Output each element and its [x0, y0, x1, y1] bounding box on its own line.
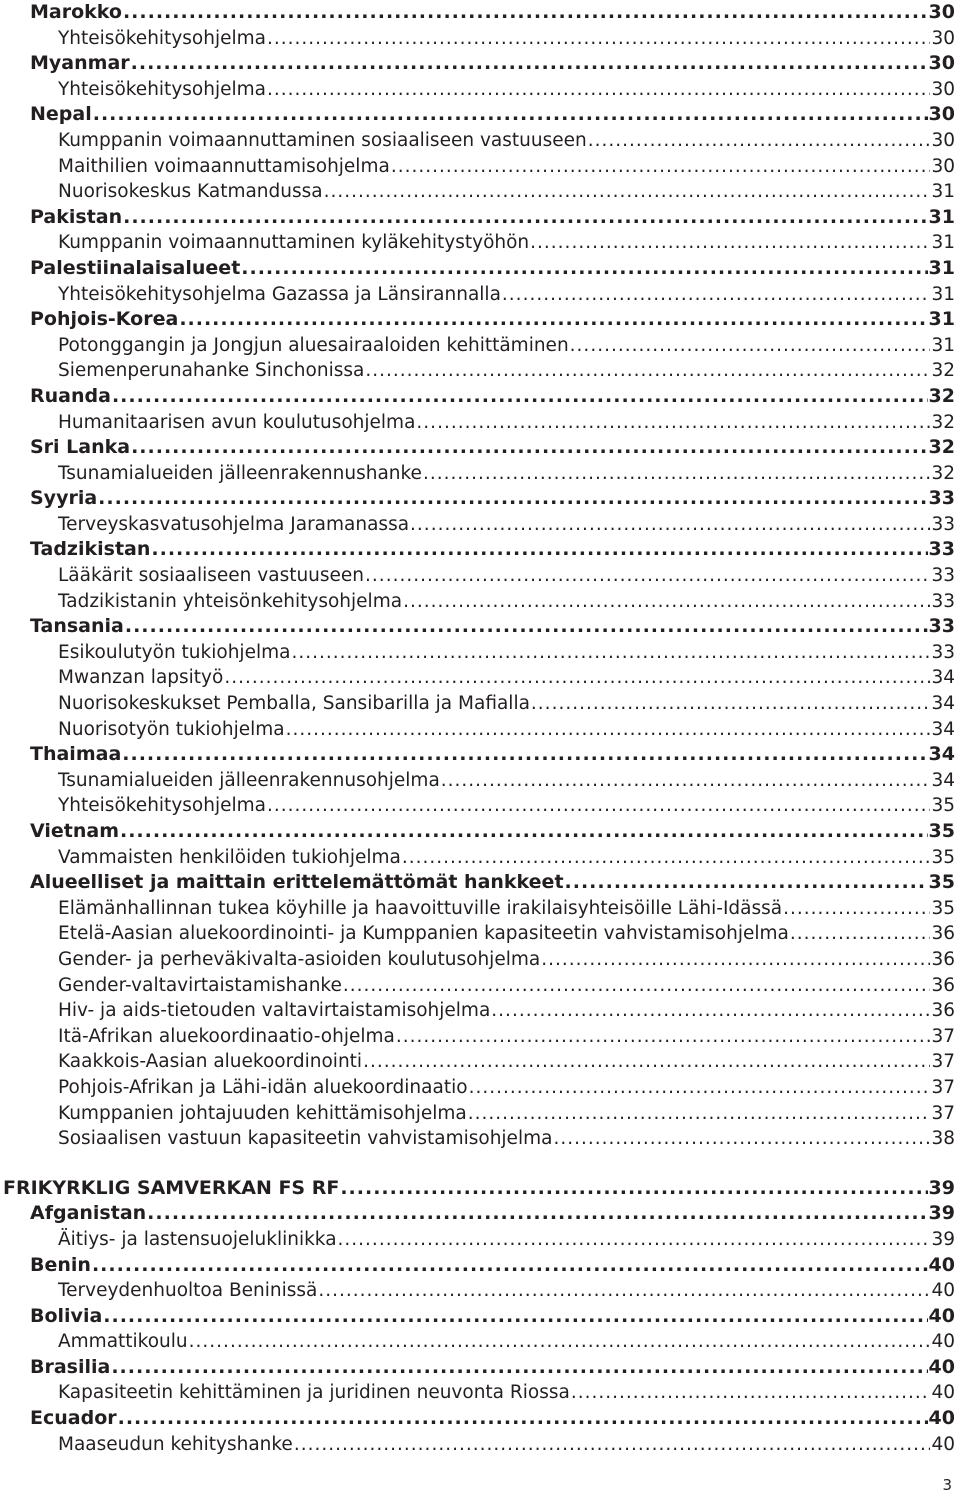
- toc-page-number: 40: [931, 1280, 955, 1302]
- dot-leader: [93, 102, 928, 128]
- toc-page-number: 33: [928, 615, 955, 638]
- toc-country-entry: [0, 205, 960, 231]
- toc-entry-title: Ruanda: [30, 384, 111, 407]
- dot-leader: [291, 640, 930, 666]
- toc-country-entry: [0, 486, 960, 512]
- toc-page-number: 35: [931, 897, 955, 919]
- toc-subentry: [0, 973, 960, 999]
- toc-entry-title: Mwanzan lapsityö: [58, 667, 224, 689]
- toc-subentry: [0, 717, 960, 743]
- dot-leader: [125, 614, 928, 640]
- toc-page-number: 40: [931, 1382, 955, 1404]
- toc-page-number: 30: [928, 52, 955, 75]
- dot-leader: [123, 0, 928, 26]
- toc-subentry: [0, 230, 960, 256]
- toc-entry-title: Yhteisökehitysohjelma: [58, 78, 266, 100]
- dot-leader: [179, 307, 927, 333]
- toc-entry-title: Thaimaa: [30, 743, 122, 766]
- toc-country-entry: [0, 256, 960, 282]
- toc-page-number: 30: [931, 27, 955, 49]
- dot-leader: [98, 486, 927, 512]
- toc-subentry: [0, 26, 960, 52]
- dot-leader: [241, 256, 927, 282]
- dot-leader: [120, 819, 928, 845]
- dot-leader: [365, 358, 930, 384]
- dot-leader: [531, 691, 931, 717]
- dot-leader: [267, 77, 930, 103]
- toc-country-entry: [0, 0, 960, 26]
- toc-page-number: 32: [928, 384, 955, 407]
- toc-entry-title: Bolivia: [30, 1304, 103, 1327]
- toc-entry-title: Afganistan: [30, 1202, 147, 1225]
- dot-leader: [530, 230, 930, 256]
- toc-entry-title: Benin: [30, 1253, 91, 1276]
- toc-page-number: 35: [928, 871, 955, 894]
- toc-page-number: 37: [931, 1051, 955, 1073]
- toc-page-number: 40: [928, 1253, 955, 1276]
- toc-page-number: 31: [931, 232, 955, 254]
- toc-country-entry: [0, 435, 960, 461]
- toc-page-number: 34: [928, 743, 955, 766]
- toc-page-number: 40: [928, 1355, 955, 1378]
- toc-subentry: [0, 128, 960, 154]
- toc-entry-title: Terveydenhuoltoa Beninissä: [58, 1280, 318, 1302]
- dot-leader: [340, 1176, 927, 1202]
- toc-subentry: [0, 1278, 960, 1304]
- toc-entry-title: Hiv- ja aids-tietouden valtavirtaistamisohjelma: [58, 1000, 491, 1022]
- dot-leader: [338, 1227, 931, 1253]
- dot-leader: [402, 845, 931, 871]
- dot-leader: [790, 921, 931, 947]
- toc-entry-title: Äitiys- ja lastensuojeluklinikka: [58, 1228, 337, 1250]
- toc-page-number: 33: [931, 513, 955, 535]
- toc-entry-title: Brasilia: [30, 1355, 111, 1378]
- toc-page-number: 31: [931, 334, 955, 356]
- toc-page-number: 33: [928, 487, 955, 510]
- dot-leader: [565, 870, 928, 896]
- toc-entry-title: Maithilien voimaannuttamisohjelma: [58, 155, 390, 177]
- toc-subentry: [0, 845, 960, 871]
- toc-entry-title: Potonggangin ja Jongjun aluesairaaloiden kehittäminen: [58, 334, 569, 356]
- toc-subentry: [0, 998, 960, 1024]
- toc-subentry: [0, 1049, 960, 1075]
- toc-subentry: [0, 1432, 960, 1458]
- toc-entry-title: Maaseudun kehityshanke: [58, 1433, 293, 1455]
- toc-entry-title: Lääkärit sosiaaliseen vastuuseen: [58, 565, 365, 587]
- dot-leader: [469, 1075, 931, 1101]
- toc-subentry: [0, 512, 960, 538]
- toc-page-number: 33: [931, 590, 955, 612]
- dot-leader: [131, 435, 927, 461]
- toc-page-number: 34: [931, 693, 955, 715]
- dot-leader: [103, 1304, 927, 1330]
- toc-subentry: [0, 1227, 960, 1253]
- toc-subentry: [0, 77, 960, 103]
- toc-subentry: [0, 640, 960, 666]
- toc-entry-title: Sosiaalisen vastuun kapasiteetin vahvistamisohjelma: [58, 1128, 553, 1150]
- toc-page-number: 37: [931, 1076, 955, 1098]
- dot-leader: [491, 998, 930, 1024]
- toc-country-entry: [0, 819, 960, 845]
- dot-leader: [541, 947, 930, 973]
- toc-page-number: 40: [928, 1304, 955, 1327]
- dot-leader: [267, 26, 930, 52]
- dot-leader: [122, 742, 927, 768]
- toc-page-number: 33: [931, 565, 955, 587]
- page-number: 3: [942, 1476, 952, 1494]
- toc-page-number: 31: [928, 205, 955, 228]
- toc-country-entry: [0, 537, 960, 563]
- toc-entry-title: Vietnam: [30, 820, 119, 842]
- dot-leader: [151, 537, 927, 563]
- toc-page-number: 39: [928, 1176, 955, 1199]
- toc-page-number: 32: [931, 360, 955, 382]
- toc-entry-title: Kapasiteetin kehittäminen ja juridinen neuvonta Riossa: [58, 1382, 570, 1404]
- toc-entry-title: Esikoulutyön tukiohjelma: [58, 641, 291, 663]
- toc-page-number: 36: [931, 923, 955, 945]
- toc-entry-title: Vammaisten henkilöiden tukiohjelma: [58, 846, 401, 868]
- toc-entry-title: Tadzikistan: [30, 538, 151, 561]
- toc-subentry: [0, 179, 960, 205]
- toc-entry-title: Pohjois-Korea: [30, 308, 179, 331]
- dot-leader: [570, 333, 931, 359]
- toc-subentry: [0, 896, 960, 922]
- toc-entry-title: Sri Lanka: [30, 436, 131, 459]
- dot-leader: [318, 1278, 930, 1304]
- dot-leader: [92, 1253, 928, 1279]
- toc-page-number: 32: [928, 436, 955, 459]
- toc-entry-title: Myanmar: [30, 52, 130, 75]
- toc-page-number: 31: [928, 256, 955, 279]
- toc-country-entry: [0, 51, 960, 77]
- toc-entry-title: Siemenperunahanke Sinchonissa: [58, 360, 365, 382]
- toc-entry-title: Syyria: [30, 487, 98, 510]
- toc-entry-title: Gender- ja perheväkivalta-asioiden koulutusohjelma: [58, 948, 541, 970]
- toc-page-number: 38: [931, 1128, 955, 1150]
- toc-country-entry: [0, 1406, 960, 1432]
- toc-entry-title: Marokko: [30, 1, 122, 23]
- toc-entry-title: Kaakkois-Aasian aluekoordinointi: [58, 1051, 363, 1073]
- toc-subentry: [0, 358, 960, 384]
- toc-subentry: [0, 1380, 960, 1406]
- toc-entry-title: Pohjois-Afrikan ja Lähi-idän aluekoordinaatio: [58, 1076, 468, 1098]
- toc-page-number: 30: [928, 1, 955, 23]
- toc-page-number: 33: [928, 538, 955, 561]
- toc-entry-title: Yhteisökehitysohjelma: [58, 795, 266, 817]
- toc-page-number: 30: [931, 78, 955, 100]
- toc-page-number: 36: [931, 948, 955, 970]
- dot-leader: [468, 1101, 931, 1127]
- toc-entry-title: Tadzikistanin yhteisönkehitysohjelma: [58, 590, 403, 612]
- toc-entry-title: Kumppanien johtajuuden kehittämisohjelma: [58, 1102, 467, 1124]
- dot-leader: [553, 1126, 930, 1152]
- toc-subentry: [0, 589, 960, 615]
- toc-entry-title: Nuorisokeskus Katmandussa: [58, 181, 323, 203]
- dot-leader: [111, 1355, 927, 1381]
- toc-page-number: 32: [931, 462, 955, 484]
- toc-entry-title: Nuorisotyön tukiohjelma: [58, 718, 285, 740]
- toc-page-number: 35: [931, 846, 955, 868]
- toc-page-number: 33: [931, 641, 955, 663]
- dot-leader: [286, 717, 931, 743]
- toc-country-entry: [0, 870, 960, 896]
- dot-leader: [423, 461, 931, 487]
- toc-entry-title: Elämänhallinnan tukea köyhille ja haavoittuville irakilaisyhteisöille Lähi-Idässä: [58, 897, 783, 919]
- toc-entry-title: Gender-valtavirtaistamishanke: [58, 974, 342, 996]
- toc-entry-title: FRIKYRKLIG SAMVERKAN FS RF: [3, 1176, 340, 1199]
- toc-subentry: [0, 333, 960, 359]
- toc-entry-title: Pakistan: [30, 205, 123, 228]
- toc-page-number: 37: [931, 1102, 955, 1124]
- toc-country-entry: [0, 307, 960, 333]
- toc-country-entry: [0, 1201, 960, 1227]
- toc-subentry: [0, 947, 960, 973]
- toc-entry-title: Ecuador: [30, 1407, 117, 1430]
- toc-entry-title: Itä-Afrikan aluekoordinaatio-ohjelma: [58, 1025, 395, 1047]
- toc-entry-title: Kumppanin voimaannuttaminen sosiaaliseen vastuuseen: [58, 129, 587, 151]
- toc-entry-title: Ammattikoulu: [58, 1331, 188, 1353]
- toc-page-number: 32: [931, 411, 955, 433]
- toc-subentry: [0, 461, 960, 487]
- toc-subentry: [0, 1329, 960, 1355]
- dot-leader: [783, 896, 930, 922]
- toc-page-number: 34: [931, 718, 955, 740]
- dot-leader: [294, 1432, 931, 1458]
- dot-leader: [147, 1201, 927, 1227]
- toc-country-entry: [0, 742, 960, 768]
- toc-subentry: [0, 1075, 960, 1101]
- toc-subentry: [0, 282, 960, 308]
- dot-leader: [224, 665, 930, 691]
- dot-leader: [131, 51, 928, 77]
- dot-leader: [363, 1049, 930, 1075]
- toc-entry-title: Tsunamialueiden jälleenrakennushanke: [58, 462, 422, 484]
- toc-entry-title: Nuorisokeskukset Pemballa, Sansibarilla ja Mafialla: [58, 693, 530, 715]
- toc-subentry: [0, 1126, 960, 1152]
- toc-entry-title: Tsunamialueiden jälleenrakennusohjelma: [58, 769, 440, 791]
- dot-leader: [416, 410, 930, 436]
- toc-entry-title: Kumppanin voimaannuttaminen kyläkehitystyöhön: [58, 232, 530, 254]
- dot-leader: [324, 179, 931, 205]
- dot-leader: [123, 205, 927, 231]
- toc-country-entry: [0, 1355, 960, 1381]
- toc-subentry: [0, 154, 960, 180]
- dot-leader: [267, 793, 930, 819]
- toc-country-entry: [0, 384, 960, 410]
- toc-page-number: 40: [928, 1407, 955, 1430]
- toc-page-number: 34: [931, 769, 955, 791]
- toc-subentry: [0, 665, 960, 691]
- dot-leader: [396, 1024, 931, 1050]
- toc-country-entry: [0, 1304, 960, 1330]
- toc-entry-title: Alueelliset ja maittain erittelemättömät hankkeet: [30, 871, 564, 894]
- toc-entry-title: Palestiinalaisalueet: [30, 256, 241, 279]
- dot-leader: [410, 512, 930, 538]
- toc-entry-title: Tansania: [30, 615, 124, 638]
- dot-leader: [391, 154, 931, 180]
- toc-country-entry: [0, 614, 960, 640]
- dot-leader: [365, 563, 930, 589]
- toc-entry-title: Terveyskasvatusohjelma Jaramanassa: [58, 513, 410, 535]
- dot-leader: [118, 1406, 928, 1432]
- toc-entry-title: Yhteisökehitysohjelma Gazassa ja Länsirannalla: [58, 283, 501, 305]
- toc-country-entry: [0, 102, 960, 128]
- toc-subentry: [0, 563, 960, 589]
- toc-page-number: 30: [928, 103, 955, 126]
- toc-page-number: 40: [931, 1433, 955, 1455]
- toc-page-number: 31: [928, 308, 955, 331]
- toc-page-number: 35: [931, 795, 955, 817]
- toc-page-number: 30: [931, 129, 955, 151]
- toc-page-number: 39: [931, 1228, 955, 1250]
- toc-country-entry: [0, 1253, 960, 1279]
- dot-leader: [112, 384, 928, 410]
- toc-entry-title: Etelä-Aasian aluekoordinointi- ja Kumppanien kapasiteetin vahvistamisohjelma: [58, 923, 789, 945]
- toc-page-number: 36: [931, 1000, 955, 1022]
- toc-section-heading: [0, 1176, 960, 1202]
- toc-page-number: 31: [931, 181, 955, 203]
- toc-subentry: [0, 768, 960, 794]
- toc-subentry: [0, 691, 960, 717]
- toc-page-number: 39: [928, 1202, 955, 1225]
- toc-page-number: 35: [928, 820, 955, 842]
- dot-leader: [588, 128, 931, 154]
- dot-leader: [403, 589, 930, 615]
- dot-leader: [571, 1380, 931, 1406]
- toc-entry-title: Humanitaarisen avun koulutusohjelma: [58, 411, 416, 433]
- dot-leader: [189, 1329, 931, 1355]
- toc-subentry: [0, 410, 960, 436]
- toc-page-number: 36: [931, 974, 955, 996]
- toc-page-number: 31: [931, 283, 955, 305]
- toc-subentry: [0, 921, 960, 947]
- toc-page-number: 37: [931, 1025, 955, 1047]
- toc-entry-title: Yhteisökehitysohjelma: [58, 27, 266, 49]
- toc-page-number: 40: [931, 1331, 955, 1353]
- toc-subentry: [0, 1024, 960, 1050]
- toc-page-number: 30: [931, 155, 955, 177]
- toc-entry-title: Nepal: [30, 103, 92, 126]
- dot-leader: [441, 768, 931, 794]
- dot-leader: [502, 282, 931, 308]
- toc-page-number: 34: [931, 667, 955, 689]
- toc-subentry: [0, 793, 960, 819]
- toc-subentry: [0, 1101, 960, 1127]
- dot-leader: [343, 973, 931, 999]
